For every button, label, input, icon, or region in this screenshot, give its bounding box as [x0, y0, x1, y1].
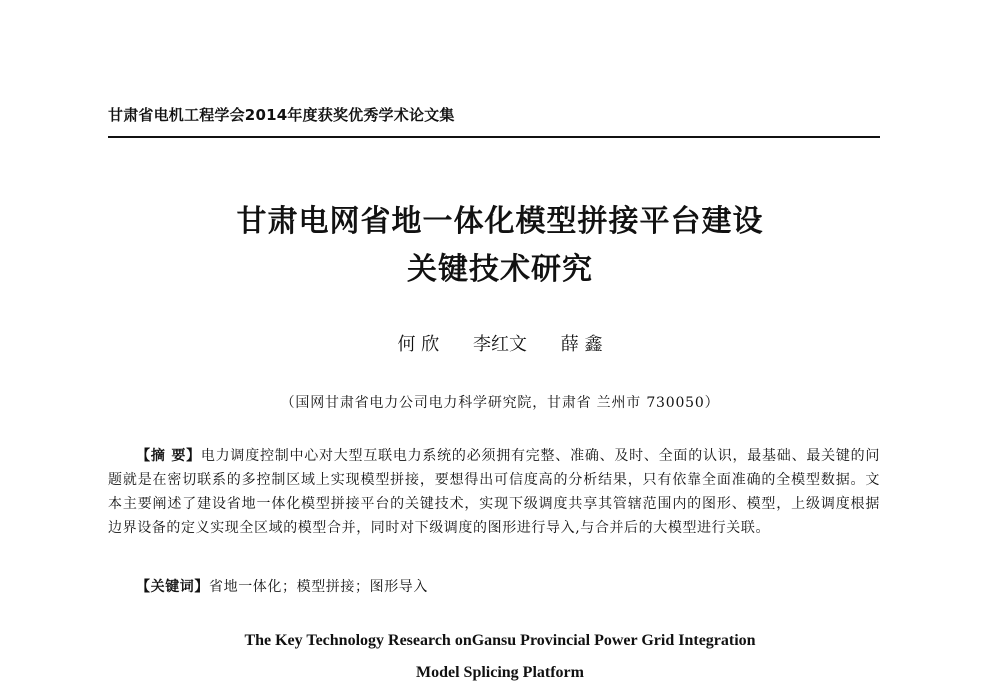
title-line-1: 甘肃电网省地一体化模型拼接平台建设	[236, 204, 764, 239]
author-3: 薛 鑫	[560, 334, 603, 355]
abstract-text: 电力调度控制中心对大型互联电力系统的必须拥有完整、准确、及时、全面的认识，最基础、最关键的问题就是在密切联系的多控制区域上实现模型拼接，要想得出可信度高的分析结果，只有依靠全面准确的全模型数据。文本主要阐述了建设省地一体化模型拼接平台的关键技术，实现下级调度共享其管辖范围内的图形、模型，上级调度根据边界设备的定义实现全区域的模型合并，同时对下级调度的图形进行导入,与合并后的大模型进行关联。	[108, 448, 881, 536]
affiliation: （国网甘肃省电力公司电力科学研究院，甘肃省 兰州市 730050）	[280, 395, 720, 411]
title-line-2: 关键技术研究	[407, 252, 593, 287]
abstract	[108, 444, 880, 540]
author-1: 何 欣	[397, 334, 440, 355]
abstract-label: 【摘 要】	[136, 448, 201, 464]
header-rule	[108, 136, 880, 138]
english-title-line-2: Model Splicing Platform	[416, 664, 584, 681]
keywords-text: 省地一体化；模型拼接；图形导入	[209, 579, 428, 595]
running-header: 甘肃省电机工程学会2014年度获奖优秀学术论文集	[108, 106, 455, 124]
keywords-label: 【关键词】	[136, 579, 209, 595]
author-2: 李红文	[473, 334, 527, 355]
english-title-line-1: The Key Technology Research onGansu Provincial Power Grid Integration	[244, 632, 756, 649]
author-list	[0, 330, 1000, 356]
keywords	[136, 576, 428, 596]
